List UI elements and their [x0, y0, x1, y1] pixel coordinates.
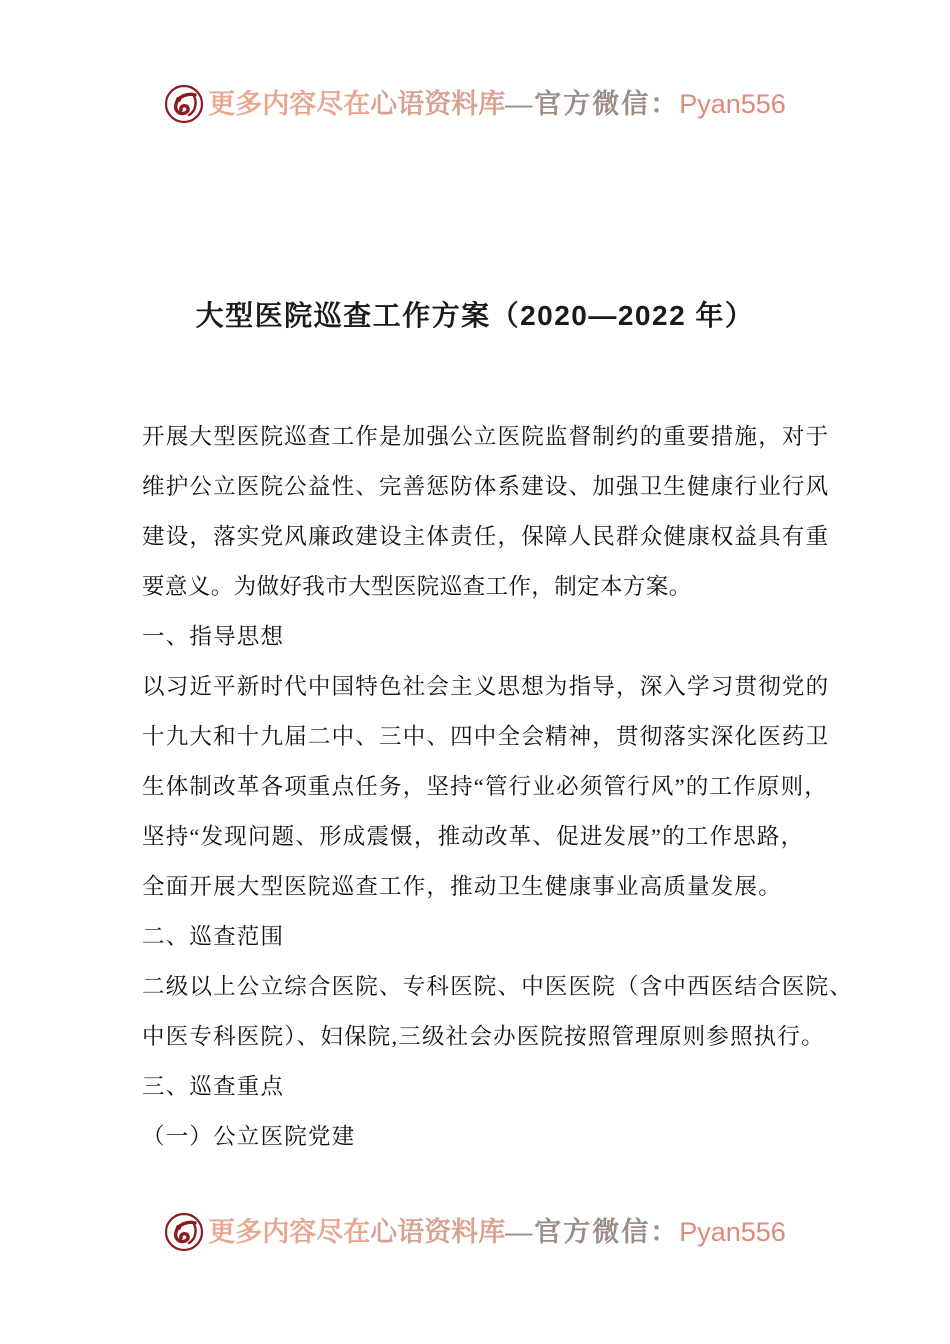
subsection-heading-1: （一）公立医院党建	[142, 1124, 356, 1149]
watermark-text-part-c: —官方微信：	[505, 1216, 680, 1247]
watermark-text-part-b: 心语资料库	[370, 1216, 506, 1247]
watermark-text-part-c: —官方微信：	[505, 88, 680, 119]
body-line: 建设，落实党风廉政建设主体责任，保障人民群众健康权益具有重	[142, 524, 830, 549]
watermark-top	[0, 84, 950, 124]
body-line: 维护公立医院公益性、完善惩防体系建设、加强卫生健康行业行风	[142, 474, 830, 499]
watermark-wechat-id: Pyan556	[679, 1216, 786, 1247]
body-line: 中医专科医院）、妇保院,三级社会办医院按照管理原则参照执行。	[142, 1024, 825, 1049]
watermark-text-part-b: 心语资料库	[370, 88, 506, 119]
body-line: 要意义。为做好我市大型医院巡查工作，制定本方案。	[142, 574, 692, 599]
body-line: 开展大型医院巡查工作是加强公立医院监督制约的重要措施，对于	[142, 424, 830, 449]
watermark-text	[208, 1216, 786, 1247]
document-body	[142, 412, 854, 1162]
section-heading-1: 一、指导思想	[142, 624, 285, 649]
watermark-bottom	[0, 1212, 950, 1252]
body-line: 生体制改革各项重点任务，坚持“管行业必须管行风”的工作原则，	[142, 774, 828, 799]
body-line: 坚持“发现问题、形成震慑，推动改革、促进发展”的工作思路，	[142, 824, 805, 849]
body-line: 以习近平新时代中国特色社会主义思想为指导，深入学习贯彻党的	[142, 674, 830, 699]
body-line: 十九大和十九届二中、三中、四中全会精神，贯彻落实深化医药卫	[142, 724, 830, 749]
watermark-text	[208, 88, 786, 119]
body-line: 二级以上公立综合医院、专科医院、中医医院（含中西医结合医院、	[142, 974, 854, 999]
body-line: 全面开展大型医院巡查工作，推动卫生健康事业高质量发展。	[142, 874, 782, 899]
watermark-text-part-a: 更多内容尽在	[208, 1216, 371, 1247]
section-heading-2: 二、巡查范围	[142, 924, 285, 949]
page-title: 大型医院巡查工作方案（2020—2022 年）	[195, 300, 755, 331]
watermark-text-part-a: 更多内容尽在	[208, 88, 371, 119]
xinyu-logo-icon	[164, 84, 204, 124]
watermark-wechat-id: Pyan556	[679, 88, 786, 119]
xinyu-logo-icon	[164, 1212, 204, 1252]
section-heading-3: 三、巡查重点	[142, 1074, 285, 1099]
